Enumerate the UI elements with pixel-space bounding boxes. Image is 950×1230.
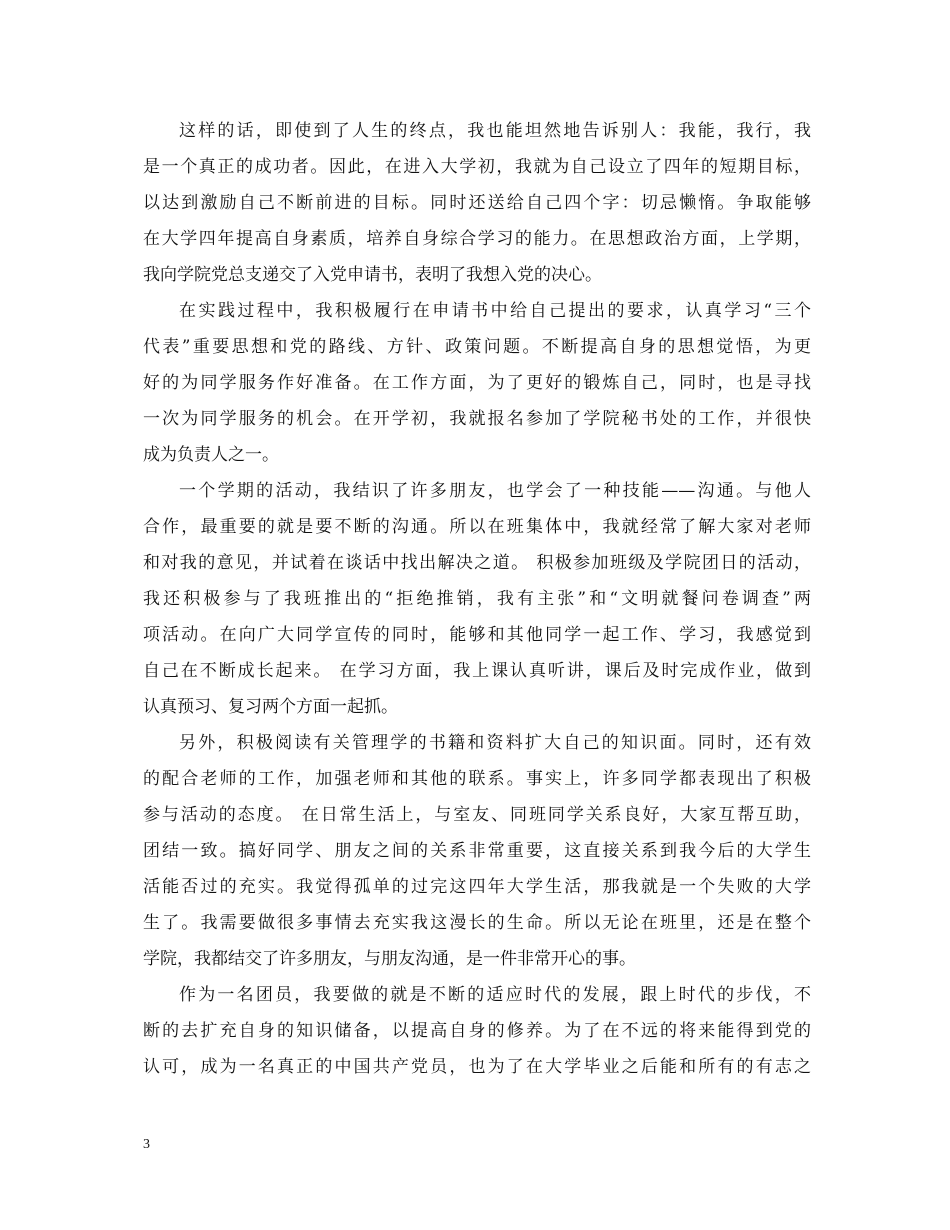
text-line: 团结一致。搞好同学、朋友之间的关系非常重要，这直接关系到我今后的大学生 (143, 841, 811, 861)
text-line: 一次为同学服务的机会。在开学初，我就报名参加了学院秘书处的工作，并很快 (143, 409, 811, 429)
text-line: 在实践过程中，我积极履行在申请书中给自己提出的要求，认真学习“三个 (179, 301, 811, 321)
text-line: 以达到激励自己不断前进的目标。同时还送给自己四个字：切忌懒惰。争取能够 (143, 193, 811, 213)
text-line: 和对我的意见，并试着在谈话中找出解决之道。 积极参加班级及学院团日的活动， (143, 553, 811, 573)
text-line: 我还积极参与了我班推出的“拒绝推销，我有主张”和“文明就餐问卷调查”两 (143, 589, 811, 609)
text-line: 参与活动的态度。 在日常生活上，与室友、同班同学关系良好，大家互帮互助， (143, 805, 811, 825)
text-line: 另外，积极阅读有关管理学的书籍和资料扩大自己的知识面。同时，还有效 (179, 733, 811, 753)
text-line: 认真预习、复习两个方面一起抓。 (143, 697, 398, 717)
text-line: 代表”重要思想和党的路线、方针、政策问题。不断提高自身的思想觉悟，为更 (143, 337, 811, 357)
text-line: 我向学院党总支递交了入党申请书，表明了我想入党的决心。 (143, 265, 602, 285)
text-line: 认可，成为一名真正的中国共产党员，也为了在大学毕业之后能和所有的有志之 (143, 1057, 811, 1077)
text-line: 一个学期的活动，我结识了许多朋友，也学会了一种技能——沟通。与他人 (179, 481, 811, 501)
page-number: 3 (143, 1137, 150, 1152)
text-line: 活能否过的充实。我觉得孤单的过完这四年大学生活，那我就是一个失败的大学 (143, 877, 811, 897)
text-line: 成为负责人之一。 (143, 445, 279, 465)
text-line: 这样的话，即使到了人生的终点，我也能坦然地告诉别人：我能，我行，我 (179, 121, 811, 141)
text-line: 是一个真正的成功者。因此，在进入大学初，我就为自己设立了四年的短期目标， (143, 157, 811, 177)
text-line: 在大学四年提高自身素质，培养自身综合学习的能力。在思想政治方面，上学期， (143, 229, 811, 249)
text-line: 生了。我需要做很多事情去充实我这漫长的生命。所以无论在班里，还是在整个 (143, 913, 811, 933)
text-line: 作为一名团员，我要做的就是不断的适应时代的发展，跟上时代的步伐，不 (179, 985, 811, 1005)
text-line: 合作，最重要的就是要不断的沟通。所以在班集体中，我就经常了解大家对老师 (143, 517, 811, 537)
body-text (143, 113, 811, 1085)
text-line: 学院，我都结交了许多朋友，与朋友沟通，是一件非常开心的事。 (143, 949, 636, 969)
text-line: 自己在不断成长起来。 在学习方面，我上课认真听讲，课后及时完成作业，做到 (143, 661, 811, 681)
text-line: 的配合老师的工作，加强老师和其他的联系。事实上，许多同学都表现出了积极 (143, 769, 811, 789)
text-line: 好的为同学服务作好准备。在工作方面，为了更好的锻炼自己，同时，也是寻找 (143, 373, 811, 393)
text-line: 项活动。在向广大同学宣传的同时，能够和其他同学一起工作、学习，我感觉到 (143, 625, 811, 645)
text-line: 断的去扩充自身的知识储备，以提高自身的修养。为了在不远的将来能得到党的 (143, 1021, 811, 1041)
